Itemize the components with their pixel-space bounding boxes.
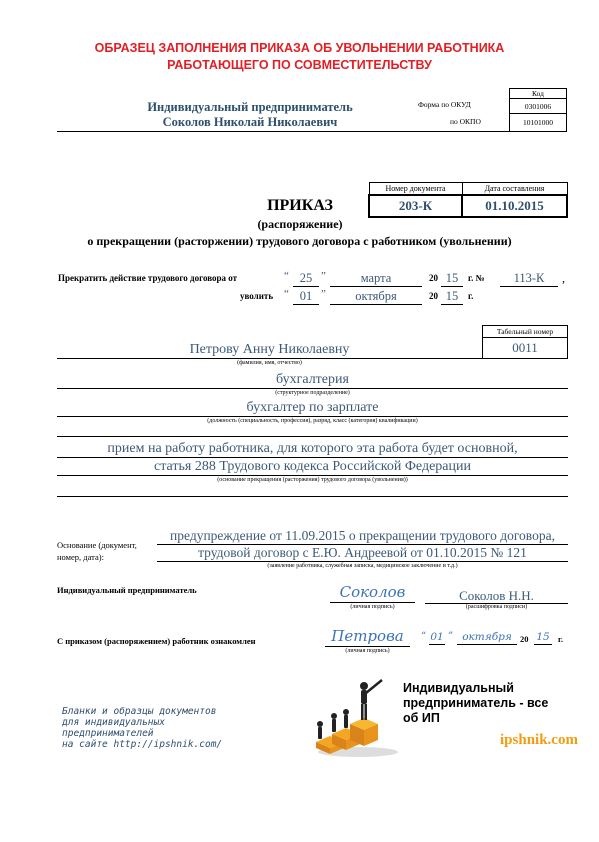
page-title-line2: РАБОТАЮЩЕГО ПО СОВМЕСТИТЕЛЬСТВУ [167, 58, 432, 72]
order-subtitle: (распоряжение) [257, 217, 343, 231]
reason-line1: прием на работу работника, для которого эта работа будет основной, [57, 440, 568, 458]
acquainted-year-prefix: 20 [520, 634, 529, 644]
employer-name [100, 100, 400, 130]
signature-label: Индивидуальный предприниматель [57, 585, 197, 595]
reason-caption: (основание прекращения (расторжения) трудового договора (увольнения)) [217, 477, 408, 483]
acquainted-day: 01 [430, 631, 444, 643]
employer-line2: Соколов Николай Николаевич [162, 115, 338, 129]
codes-table [509, 88, 567, 132]
signature-decode: Соколов Н.Н. [425, 588, 568, 604]
signature-sign: Соколов [330, 583, 415, 603]
terminate-number-label: г. № [468, 273, 485, 283]
terminate-year-prefix: 20 [429, 273, 438, 283]
dismiss-month: октября [330, 289, 422, 305]
doc-number: 203-К [369, 195, 462, 217]
okud-label: Форма по ОКУД [418, 100, 471, 109]
dismiss-year-prefix: 20 [429, 291, 438, 301]
terminate-label: Прекратить действие трудового договора от [58, 273, 238, 283]
reason-line2: статья 288 Трудового кодекса Российской Федерации [57, 458, 568, 476]
footer-left-text [62, 706, 222, 750]
doc-number-table [368, 182, 568, 218]
dismiss-quote-close: ” [321, 288, 326, 300]
tab-number: 0011 [483, 338, 568, 359]
acquainted-month: октября [457, 631, 517, 645]
order-heading: о прекращении (расторжении) трудового договора с работником (увольнении) [87, 234, 512, 248]
site-link[interactable]: ipshnik.com [500, 732, 578, 748]
basis-label [57, 539, 137, 563]
footer-left-line1: Бланки и образцы документов [62, 706, 217, 717]
doc-number-header: Номер документа [369, 183, 462, 196]
okud-value: 0301006 [510, 99, 567, 114]
footer-right-text [403, 681, 548, 726]
doc-date-header: Дата составления [462, 183, 567, 196]
employee-department: бухгалтерия [57, 371, 568, 389]
footer-left-line4: на сайте http://ipshnik.com/ [62, 739, 223, 750]
terminate-month: марта [330, 271, 422, 287]
employee-name-caption: (фамилия, имя, отчество) [237, 360, 302, 366]
reason-bottom-line [57, 496, 568, 497]
okpo-value: 10101000 [510, 114, 567, 132]
footer-right-line3: об ИП [403, 711, 440, 725]
employee-department-caption: (структурное подразделение) [275, 390, 350, 396]
signature-decode-caption: (расшифровка подписи) [465, 604, 528, 610]
dismiss-day: 01 [293, 289, 319, 305]
dismiss-label: уволить [240, 291, 274, 301]
basis-label-line1: Основание (документ, [57, 540, 137, 550]
terminate-number: 113-К [500, 271, 558, 287]
dismiss-quote-open: “ [284, 288, 289, 300]
footer-left-line2: для индивидуальных [62, 717, 165, 728]
acquainted-label: С приказом (распоряжением) работник ознакомлен [57, 636, 256, 646]
footer-left-line3: предпринимателей [62, 728, 154, 739]
terminate-quote-open: “ [284, 270, 289, 282]
employee-name: Петрову Анну Николаевну [57, 341, 482, 359]
page-title-line1: ОБРАЗЕЦ ЗАПОЛНЕНИЯ ПРИКАЗА ОБ УВОЛЬНЕНИИ РАБОТНИКА [94, 41, 505, 55]
leader-stairs-illustration [310, 672, 402, 758]
employer-underline [57, 131, 509, 132]
order-title: ПРИКАЗ [267, 197, 333, 214]
employer-line1: Индивидуальный предприниматель [147, 100, 353, 114]
acquainted-sign-caption: (личная подпись) [345, 648, 390, 654]
employee-position: бухгалтер по зарплате [57, 399, 568, 417]
reason-top-line [57, 436, 568, 437]
footer-right-line1: Индивидуальный [403, 681, 514, 695]
signature-sign-caption: (личная подпись) [350, 604, 395, 610]
doc-date: 01.10.2015 [462, 195, 567, 217]
basis-label-line2: номер, дата): [57, 552, 104, 562]
okpo-label: по ОКПО [450, 117, 481, 126]
footer-right-line2: предприниматель - все [403, 696, 549, 710]
tab-number-header: Табельный номер [483, 326, 568, 338]
terminate-year: 15 [441, 271, 463, 287]
basis-caption: (заявление работника, служебная записка, медицинское заключение и т.д.) [267, 563, 458, 569]
terminate-day: 25 [293, 271, 319, 287]
acquainted-quote-close: ” [448, 631, 454, 642]
basis-line1: предупреждение от 11.09.2015 о прекращении трудового договора, [157, 528, 568, 545]
terminate-comma: , [562, 271, 565, 285]
tab-number-table [482, 325, 568, 359]
codes-header: Код [510, 89, 567, 99]
acquainted-quote-open: “ [421, 631, 427, 642]
basis-line2: трудовой договор с Е.Ю. Андреевой от 01.10.2015 № 121 [157, 545, 568, 562]
acquainted-g-label: г. [558, 634, 564, 644]
acquainted-sign: Петрова [325, 627, 410, 647]
employee-position-caption: (должность (специальность, профессия), разряд, класс (категория) квалификации) [207, 418, 418, 424]
acquainted-year: 15 [534, 631, 552, 645]
dismiss-year: 15 [441, 289, 463, 305]
terminate-quote-close: ” [321, 270, 326, 282]
dismiss-g-label: г. [468, 291, 474, 301]
